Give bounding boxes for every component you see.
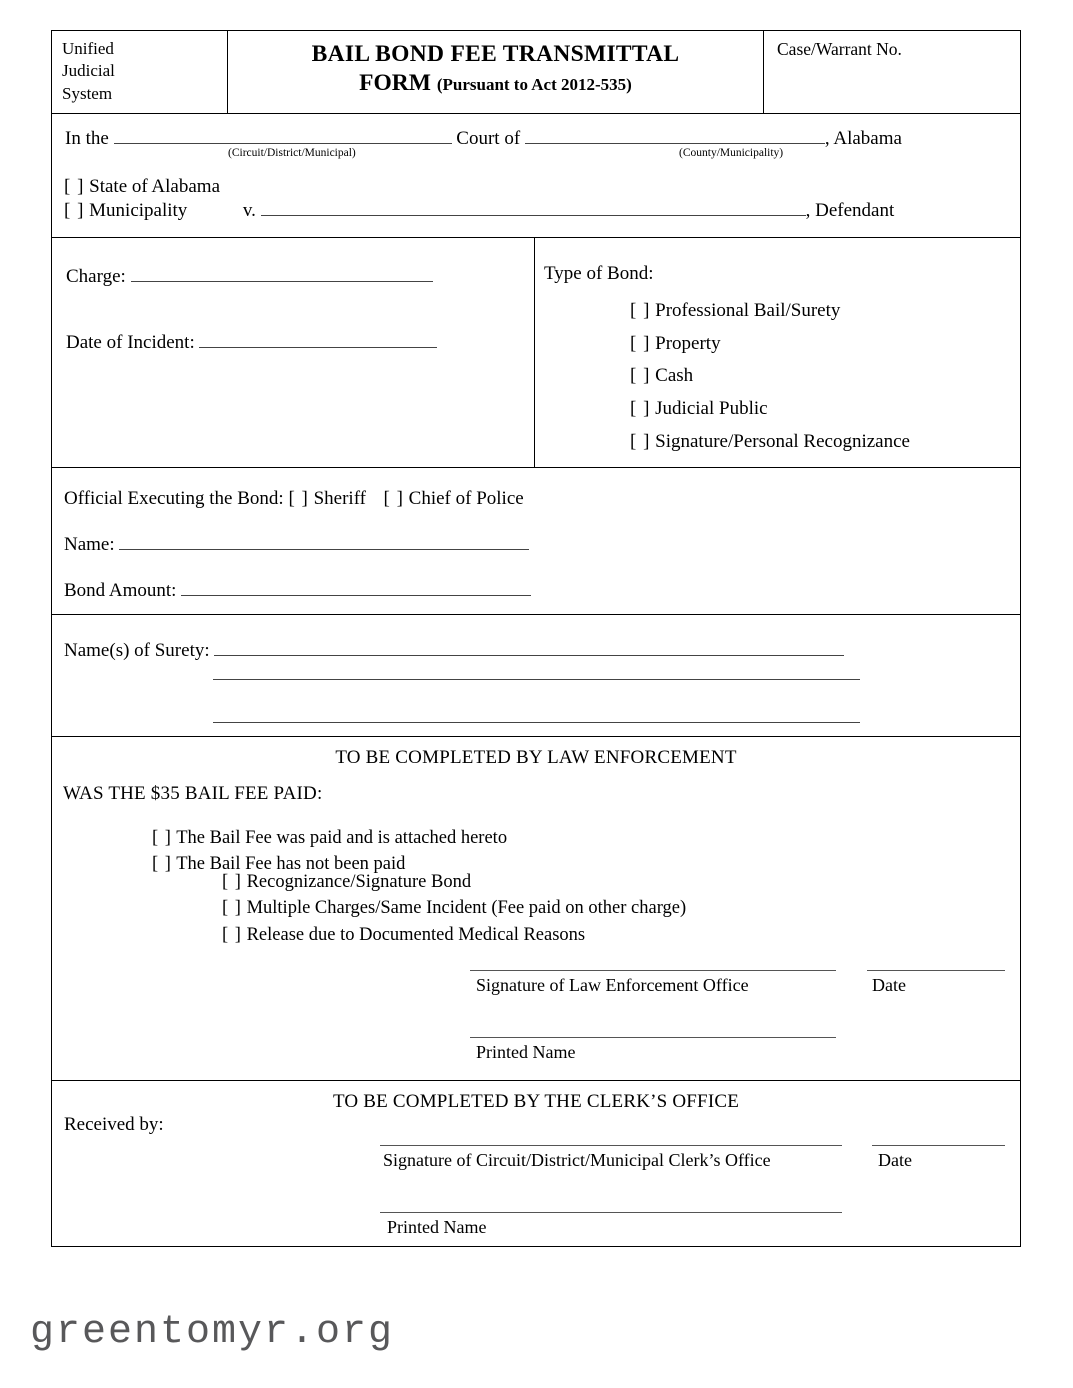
bail-fee-paid-label: The Bail Fee was paid and is attached hereto: [176, 828, 508, 848]
site-watermark: greentomyr.org: [30, 1310, 395, 1355]
clerk-signature-blank[interactable]: [380, 1145, 842, 1146]
chief-of-police-checkbox[interactable]: [ ]: [383, 488, 404, 509]
received-by-label: Received by:: [64, 1114, 164, 1135]
type-of-bond-title: Type of Bond:: [544, 263, 654, 284]
sheriff-checkbox[interactable]: [ ]: [288, 488, 309, 509]
sub-option-medical-release-label: Release due to Documented Medical Reasons: [246, 924, 586, 945]
sub-option-multiple-charges[interactable]: [222, 895, 686, 921]
sub-option-multiple-charges-label: Multiple Charges/Same Incident (Fee paid on other charge): [246, 898, 687, 919]
type-of-bond-options: [630, 295, 910, 458]
bond-option-cash[interactable]: [630, 360, 910, 393]
court-of-label: Court of: [456, 128, 521, 149]
bond-option-cash-label: Cash: [655, 365, 694, 387]
sub-option-multiple-charges-checkbox[interactable]: [ ]: [222, 898, 242, 919]
form-title-cell: [228, 31, 764, 113]
agency-line-3: System: [62, 83, 113, 103]
bail-fee-not-paid-label: The Bail Fee has not been paid: [176, 854, 406, 875]
type-of-bond-cell: [535, 238, 1020, 467]
municipality-checkbox[interactable]: [ ]: [64, 200, 85, 221]
bail-fee-paid-checkbox[interactable]: [ ]: [152, 828, 172, 848]
bail-fee-question: WAS THE $35 BAIL FEE PAID:: [63, 783, 323, 804]
surety-blank-3[interactable]: [213, 722, 860, 723]
clerk-printed-name-caption: Printed Name: [387, 1217, 487, 1237]
state-of-alabama-label: State of Alabama: [89, 176, 221, 197]
surety-row[interactable]: [64, 638, 844, 662]
agency-line-1: Unified: [62, 39, 114, 58]
court-type-note: (Circuit/District/Municipal): [228, 147, 356, 159]
bond-option-judicial-public-checkbox[interactable]: [ ]: [630, 398, 651, 420]
charge-and-bond-band: [52, 238, 1020, 468]
agency-cell: [52, 31, 228, 113]
sub-option-recognizance[interactable]: [222, 869, 686, 895]
defendant-name-blank[interactable]: [261, 198, 806, 216]
clerk-office-heading: TO BE COMPLETED BY THE CLERK’S OFFICE: [332, 1091, 740, 1112]
official-executing-band: [52, 468, 1020, 615]
caption-band: [52, 114, 1020, 238]
bond-option-cash-checkbox[interactable]: [ ]: [630, 365, 651, 387]
official-name-blank[interactable]: [119, 532, 529, 550]
law-printed-name-caption: Printed Name: [476, 1042, 576, 1062]
case-warrant-label: Case/Warrant No.: [777, 39, 902, 59]
official-executing-row[interactable]: [64, 488, 524, 510]
case-warrant-cell[interactable]: [764, 31, 1020, 113]
sub-option-recognizance-label: Recognizance/Signature Bond: [246, 872, 472, 892]
law-signature-blank[interactable]: [470, 970, 836, 971]
clerk-date-caption: Date: [878, 1150, 912, 1170]
form-title-line-1: BAIL BOND FEE TRANSMITTAL: [311, 41, 680, 67]
law-signature-caption: Signature of Law Enforcement Office: [476, 975, 749, 995]
clerk-date-blank[interactable]: [872, 1145, 1005, 1146]
surety-blank-2[interactable]: [213, 679, 860, 680]
bond-option-judicial-public[interactable]: [630, 393, 910, 426]
bond-option-professional[interactable]: [630, 295, 910, 328]
official-executing-label: Official Executing the Bond:: [64, 488, 284, 509]
chief-of-police-label: Chief of Police: [408, 488, 524, 509]
bond-option-property-checkbox[interactable]: [ ]: [630, 332, 651, 354]
official-name-label: Name:: [64, 534, 115, 555]
law-date-blank[interactable]: [867, 970, 1005, 971]
county-blank[interactable]: [525, 126, 825, 144]
date-of-incident-field-row[interactable]: [66, 330, 437, 354]
clerk-office-band: [52, 1081, 1020, 1246]
bond-amount-blank[interactable]: [181, 578, 531, 596]
date-of-incident-label: Date of Incident:: [66, 332, 195, 353]
bond-amount-row[interactable]: [64, 578, 531, 602]
defendant-suffix: , Defendant: [805, 200, 895, 221]
law-printed-name-blank[interactable]: [470, 1037, 836, 1038]
bail-bond-form: [51, 30, 1021, 1247]
law-enforcement-heading: TO BE COMPLETED BY LAW ENFORCEMENT: [335, 747, 737, 768]
charge-field-row[interactable]: [66, 264, 433, 288]
bond-option-property[interactable]: [630, 328, 910, 361]
bail-fee-paid-option[interactable]: [152, 825, 507, 851]
surety-blank-1[interactable]: [214, 638, 844, 656]
state-suffix: , Alabama: [824, 128, 902, 149]
bail-fee-sub-options: [222, 869, 686, 948]
surety-band: [52, 615, 1020, 737]
agency-line-2: Judicial: [62, 61, 115, 81]
clerk-signature-caption: Signature of Circuit/District/Municipal Clerk’s Office: [383, 1150, 771, 1170]
sheriff-label: Sheriff: [313, 488, 367, 509]
sub-option-recognizance-checkbox[interactable]: [ ]: [222, 872, 242, 892]
official-name-row[interactable]: [64, 532, 529, 556]
versus-label: v.: [242, 200, 256, 221]
bond-option-judicial-public-label: Judicial Public: [655, 398, 768, 420]
form-title-act-reference: (Pursuant to Act 2012-535): [436, 74, 632, 94]
sub-option-medical-release-checkbox[interactable]: [ ]: [222, 924, 242, 945]
received-by-row[interactable]: [64, 1114, 164, 1136]
bond-option-professional-label: Professional Bail/Surety: [655, 300, 841, 321]
state-of-alabama-checkbox[interactable]: [ ]: [64, 176, 85, 197]
municipality-label: Municipality: [89, 200, 188, 221]
date-of-incident-blank[interactable]: [199, 330, 437, 348]
charge-blank[interactable]: [131, 264, 433, 282]
sub-option-medical-release[interactable]: [222, 922, 686, 948]
bond-option-recognizance-label: Signature/Personal Recognizance: [655, 430, 910, 452]
bond-option-property-label: Property: [655, 332, 721, 354]
in-the-label: In the: [65, 128, 109, 149]
party-state-row[interactable]: [64, 176, 220, 198]
bail-fee-not-paid-checkbox[interactable]: [ ]: [152, 854, 172, 875]
form-title-form-word: FORM: [359, 69, 431, 96]
party-municipality-row[interactable]: [64, 198, 894, 222]
court-type-blank[interactable]: [114, 126, 452, 144]
law-date-caption: Date: [872, 975, 906, 995]
county-note: (County/Municipality): [679, 147, 784, 159]
surety-label: Name(s) of Surety:: [64, 640, 210, 661]
law-enforcement-band: [52, 737, 1020, 1081]
charge-label: Charge:: [66, 266, 126, 287]
form-header-band: [52, 31, 1020, 114]
bond-amount-label: Bond Amount:: [64, 580, 177, 601]
form-title-line-2: [228, 69, 763, 98]
charge-cell: [52, 238, 535, 467]
bond-option-recognizance[interactable]: [630, 426, 910, 459]
clerk-printed-name-blank[interactable]: [380, 1212, 842, 1213]
bond-option-professional-checkbox[interactable]: [ ]: [630, 300, 651, 321]
bond-option-recognizance-checkbox[interactable]: [ ]: [630, 430, 651, 452]
